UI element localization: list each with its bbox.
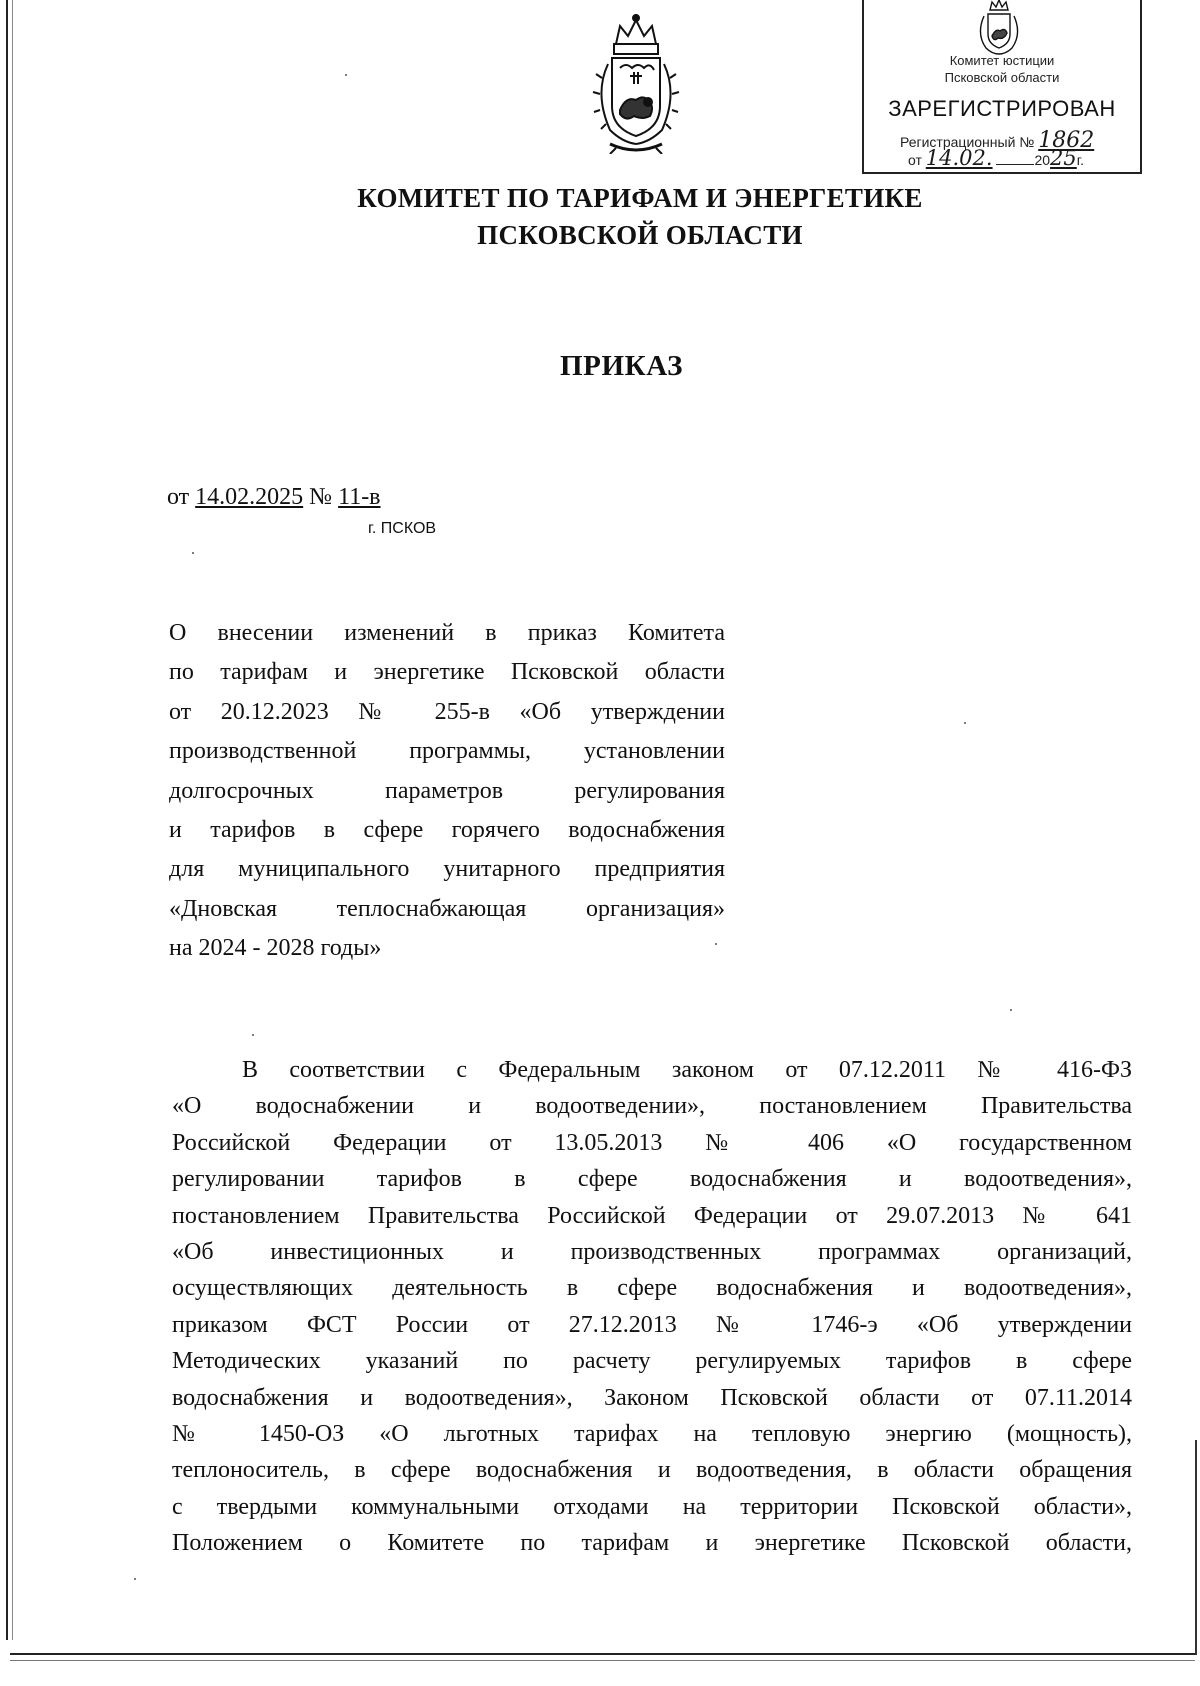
subject-line: по тарифам и энергетике Псковской области <box>169 659 725 686</box>
scan-speck <box>345 74 347 76</box>
subject-line: для муниципального унитарного предприятия <box>169 856 725 883</box>
page-scan-edge <box>12 0 13 1640</box>
scan-speck <box>252 1034 254 1036</box>
order-date: 14.02.2025 <box>195 484 304 510</box>
stamp-org-line: Комитет юстиции <box>949 53 1055 68</box>
subject-line: долгосрочных параметров регулирования <box>169 777 725 804</box>
registration-stamp <box>862 0 1142 174</box>
scan-speck <box>134 1578 136 1580</box>
scan-speck <box>964 722 966 724</box>
body-line: постановлением Правительства Российской Федерации от 29.07.2013 № 641 <box>172 1202 1132 1229</box>
scan-speck <box>192 552 194 554</box>
order-number: 11-в <box>338 484 381 510</box>
subject-line: на 2024 - 2028 годы» <box>169 935 382 962</box>
body-line: «О водоснабжении и водоотведении», постановлением Правительства <box>172 1093 1132 1120</box>
number-sign: № <box>309 484 333 510</box>
body-line: приказом ФСТ России от 27.12.2013 № 1746-э «Об утверждении <box>172 1311 1132 1338</box>
subject-line: «Дновская теплоснабжающая организация» <box>169 895 725 922</box>
stamp-org-line: Псковской области <box>944 70 1060 85</box>
committee-title: КОМИТЕТ ПО ТАРИФАМ И ЭНЕРГЕТИКЕ <box>357 183 923 213</box>
page-scan-edge <box>10 1660 1195 1661</box>
subject-line: производственной программы, установлении <box>169 738 725 765</box>
stamp-status: ЗАРЕГИСТРИРОВАН <box>888 96 1116 121</box>
body-line: с твердыми коммунальными отходами на территории Псковской области», <box>172 1493 1132 1520</box>
body-line: Методических указаний по расчету регулируемых тарифов в сфере <box>172 1348 1132 1375</box>
body-line: В соответствии с Федеральным законом от 07.12.2011 № 416-ФЗ <box>242 1057 1132 1083</box>
scan-speck <box>715 943 717 945</box>
stamp-year-unit: г. <box>1076 152 1085 168</box>
stamp-year-suffix: 25 <box>1050 146 1077 170</box>
body-line: «Об инвестиционных и производственных программах организаций, <box>172 1238 1132 1265</box>
stamp-date <box>908 146 1084 170</box>
page-scan-edge <box>6 0 8 1640</box>
date-prefix: от <box>167 484 190 510</box>
stamp-organization <box>864 52 1140 86</box>
body-line: Российской Федерации от 13.05.2013 № 406 «О государственном <box>172 1129 1132 1156</box>
body-line: Положением о Комитете по тарифам и энергетике Псковской области, <box>172 1530 1132 1557</box>
stamp-reg-label: Регистрационный № <box>900 134 1035 150</box>
stamp-year-prefix: 20 <box>1034 152 1051 168</box>
stamp-date-value: 14.02. <box>925 146 993 170</box>
stamp-reg-number: 1862 <box>1038 128 1095 153</box>
coat-of-arms-icon <box>972 0 1026 56</box>
order-subject <box>169 614 725 969</box>
order-body <box>172 1052 1132 1561</box>
order-date-number <box>167 484 381 511</box>
coat-of-arms-icon <box>580 14 692 154</box>
page-scan-edge <box>1195 1440 1197 1655</box>
subject-line: О внесении изменений в приказ Комитета <box>169 620 725 646</box>
committee-title-region: ПСКОВСКОЙ ОБЛАСТИ <box>477 220 803 250</box>
stamp-date-prefix: от <box>908 152 922 168</box>
body-line: осуществляющих деятельность в сфере водоснабжения и водоотведения», <box>172 1275 1132 1302</box>
scan-speck <box>1010 1009 1012 1011</box>
body-line: теплоноситель, в сфере водоснабжения и водоотведения, в области обращения <box>172 1457 1132 1484</box>
body-line: регулировании тарифов в сфере водоснабжения и водоотведения», <box>172 1166 1132 1193</box>
subject-line: и тарифов в сфере горячего водоснабжения <box>169 816 725 843</box>
body-line: № 1450-ОЗ «О льготных тарифах на тепловую энергию (мощность), <box>172 1420 1132 1447</box>
document-type: ПРИКАЗ <box>560 350 683 382</box>
page-scan-edge <box>10 1653 1195 1655</box>
body-line: водоснабжения и водоотведения», Законом Псковской области от 07.11.2014 <box>172 1384 1132 1411</box>
subject-line: от 20.12.2023 № 255-в «Об утверждении <box>169 698 725 725</box>
city: г. ПСКОВ <box>368 520 437 537</box>
